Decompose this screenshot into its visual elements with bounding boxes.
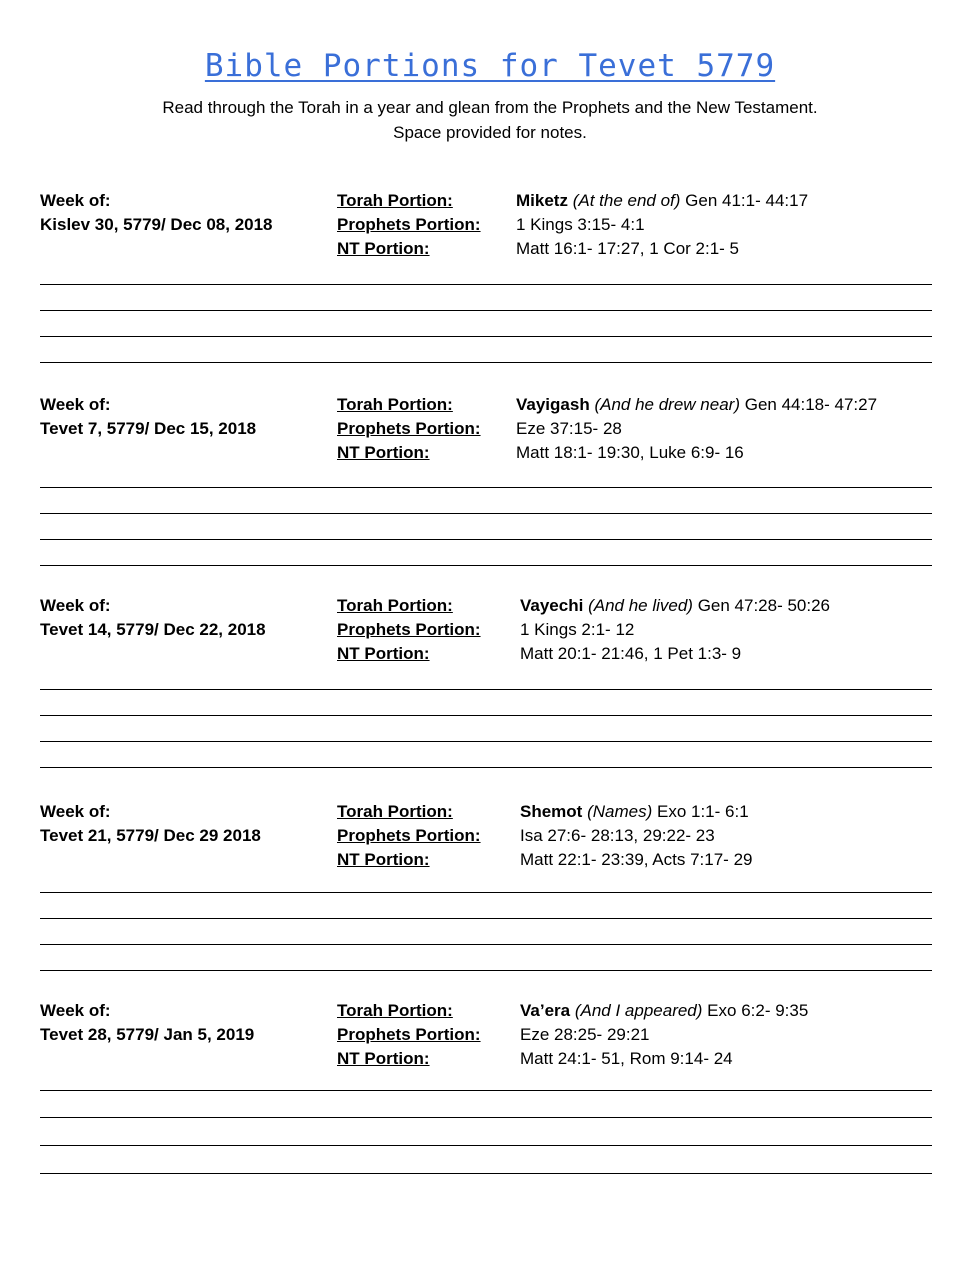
torah-portion-reference: Gen 41:1- 44:17 (685, 191, 809, 210)
nt-portion-value: Matt 22:1- 23:39, Acts 7:17- 29 (520, 850, 753, 869)
nt-portion-label: NT Portion: (337, 1049, 430, 1068)
page-title (0, 48, 980, 84)
week-of-label: Week of: (40, 802, 111, 821)
week-date: Tevet 28, 5779/ Jan 5, 2019 (40, 1025, 255, 1044)
torah-portion-name: Va’era (520, 1001, 571, 1020)
nt-portion-value: Matt 18:1- 19:30, Luke 6:9- 16 (516, 443, 744, 462)
week-date-column (40, 393, 256, 441)
page-title-text: Bible Portions for Tevet 5779 (204, 48, 776, 84)
torah-portion-meaning: (And he drew near) (594, 395, 740, 414)
week-date: Tevet 7, 5779/ Dec 15, 2018 (40, 419, 257, 438)
torah-portion-value (520, 594, 830, 618)
portion-values (516, 189, 808, 261)
torah-portion-name: Shemot (520, 802, 583, 821)
torah-portion-value (520, 800, 752, 824)
torah-portion-value (516, 393, 877, 417)
prophets-portion-value: 1 Kings 2:1- 12 (520, 620, 635, 639)
torah-portion-reference: Exo 6:2- 9:35 (707, 1001, 809, 1020)
prophets-portion-label: Prophets Portion: (337, 620, 481, 639)
week-date-column (40, 189, 273, 237)
prophets-portion-value: Eze 28:25- 29:21 (520, 1025, 650, 1044)
nt-portion-label: NT Portion: (337, 443, 430, 462)
notes-line (40, 336, 932, 337)
week-of-label: Week of: (40, 1001, 111, 1020)
torah-portion-name: Vayechi (520, 596, 584, 615)
notes-line (40, 1145, 932, 1146)
notes-line (40, 892, 932, 893)
nt-portion-value: Matt 20:1- 21:46, 1 Pet 1:3- 9 (520, 644, 742, 663)
notes-line (40, 284, 932, 285)
portion-labels (337, 393, 481, 465)
torah-portion-value (520, 999, 808, 1023)
prophets-portion-value: Eze 37:15- 28 (516, 419, 622, 438)
nt-portion-value: Matt 24:1- 51, Rom 9:14- 24 (520, 1049, 733, 1068)
portion-labels (337, 189, 481, 261)
prophets-portion-value: 1 Kings 3:15- 4:1 (516, 215, 645, 234)
week-of-label: Week of: (40, 596, 111, 615)
torah-portion-name: Miketz (516, 191, 568, 210)
torah-portion-value (516, 189, 808, 213)
notes-line (40, 1173, 932, 1174)
notes-line (40, 310, 932, 311)
notes-line (40, 689, 932, 690)
week-date: Kislev 30, 5779/ Dec 08, 2018 (40, 215, 273, 234)
prophets-portion-value: Isa 27:6- 28:13, 29:22- 23 (520, 826, 715, 845)
notes-line (40, 918, 932, 919)
torah-portion-name: Vayigash (516, 395, 590, 414)
portion-values (516, 393, 877, 465)
week-of-label: Week of: (40, 395, 111, 414)
prophets-portion-label: Prophets Portion: (337, 826, 481, 845)
portion-values (520, 999, 808, 1071)
notes-line (40, 944, 932, 945)
notes-line (40, 741, 932, 742)
week-date: Tevet 21, 5779/ Dec 29 2018 (40, 826, 261, 845)
portion-values (520, 800, 752, 872)
portion-labels (337, 800, 481, 872)
notes-line (40, 565, 932, 566)
torah-portion-meaning: (And I appeared) (574, 1001, 703, 1020)
torah-portion-reference: Gen 47:28- 50:26 (697, 596, 831, 615)
nt-portion-label: NT Portion: (337, 239, 430, 258)
prophets-portion-label: Prophets Portion: (337, 419, 481, 438)
portion-labels (337, 999, 481, 1071)
prophets-portion-label: Prophets Portion: (337, 1025, 481, 1044)
torah-portion-meaning: (And he lived) (588, 596, 693, 615)
nt-portion-label: NT Portion: (337, 644, 430, 663)
week-date-column (40, 800, 261, 848)
page-subtitle (0, 95, 980, 145)
nt-portion-label: NT Portion: (337, 850, 430, 869)
torah-portion-label: Torah Portion: (337, 395, 453, 414)
notes-line (40, 1090, 932, 1091)
torah-portion-label: Torah Portion: (337, 191, 453, 210)
subtitle-line-2: Space provided for notes. (393, 123, 587, 142)
subtitle-line-1: Read through the Torah in a year and glean from the Prophets and the New Testament. (162, 98, 818, 117)
week-date-column (40, 999, 254, 1047)
notes-line (40, 715, 932, 716)
notes-line (40, 1117, 932, 1118)
notes-line (40, 767, 932, 768)
torah-portion-label: Torah Portion: (337, 802, 453, 821)
nt-portion-value: Matt 16:1- 17:27, 1 Cor 2:1- 5 (516, 239, 740, 258)
portion-labels (337, 594, 481, 666)
torah-portion-meaning: (Names) (587, 802, 653, 821)
week-date: Tevet 14, 5779/ Dec 22, 2018 (40, 620, 266, 639)
notes-line (40, 487, 932, 488)
notes-line (40, 970, 932, 971)
torah-portion-meaning: (At the end of) (572, 191, 681, 210)
week-of-label: Week of: (40, 191, 111, 210)
torah-portion-reference: Exo 1:1- 6:1 (656, 802, 749, 821)
torah-portion-label: Torah Portion: (337, 596, 453, 615)
torah-portion-label: Torah Portion: (337, 1001, 453, 1020)
notes-line (40, 513, 932, 514)
notes-line (40, 539, 932, 540)
prophets-portion-label: Prophets Portion: (337, 215, 481, 234)
portion-values (520, 594, 830, 666)
week-date-column (40, 594, 266, 642)
torah-portion-reference: Gen 44:18- 47:27 (744, 395, 878, 414)
notes-line (40, 362, 932, 363)
